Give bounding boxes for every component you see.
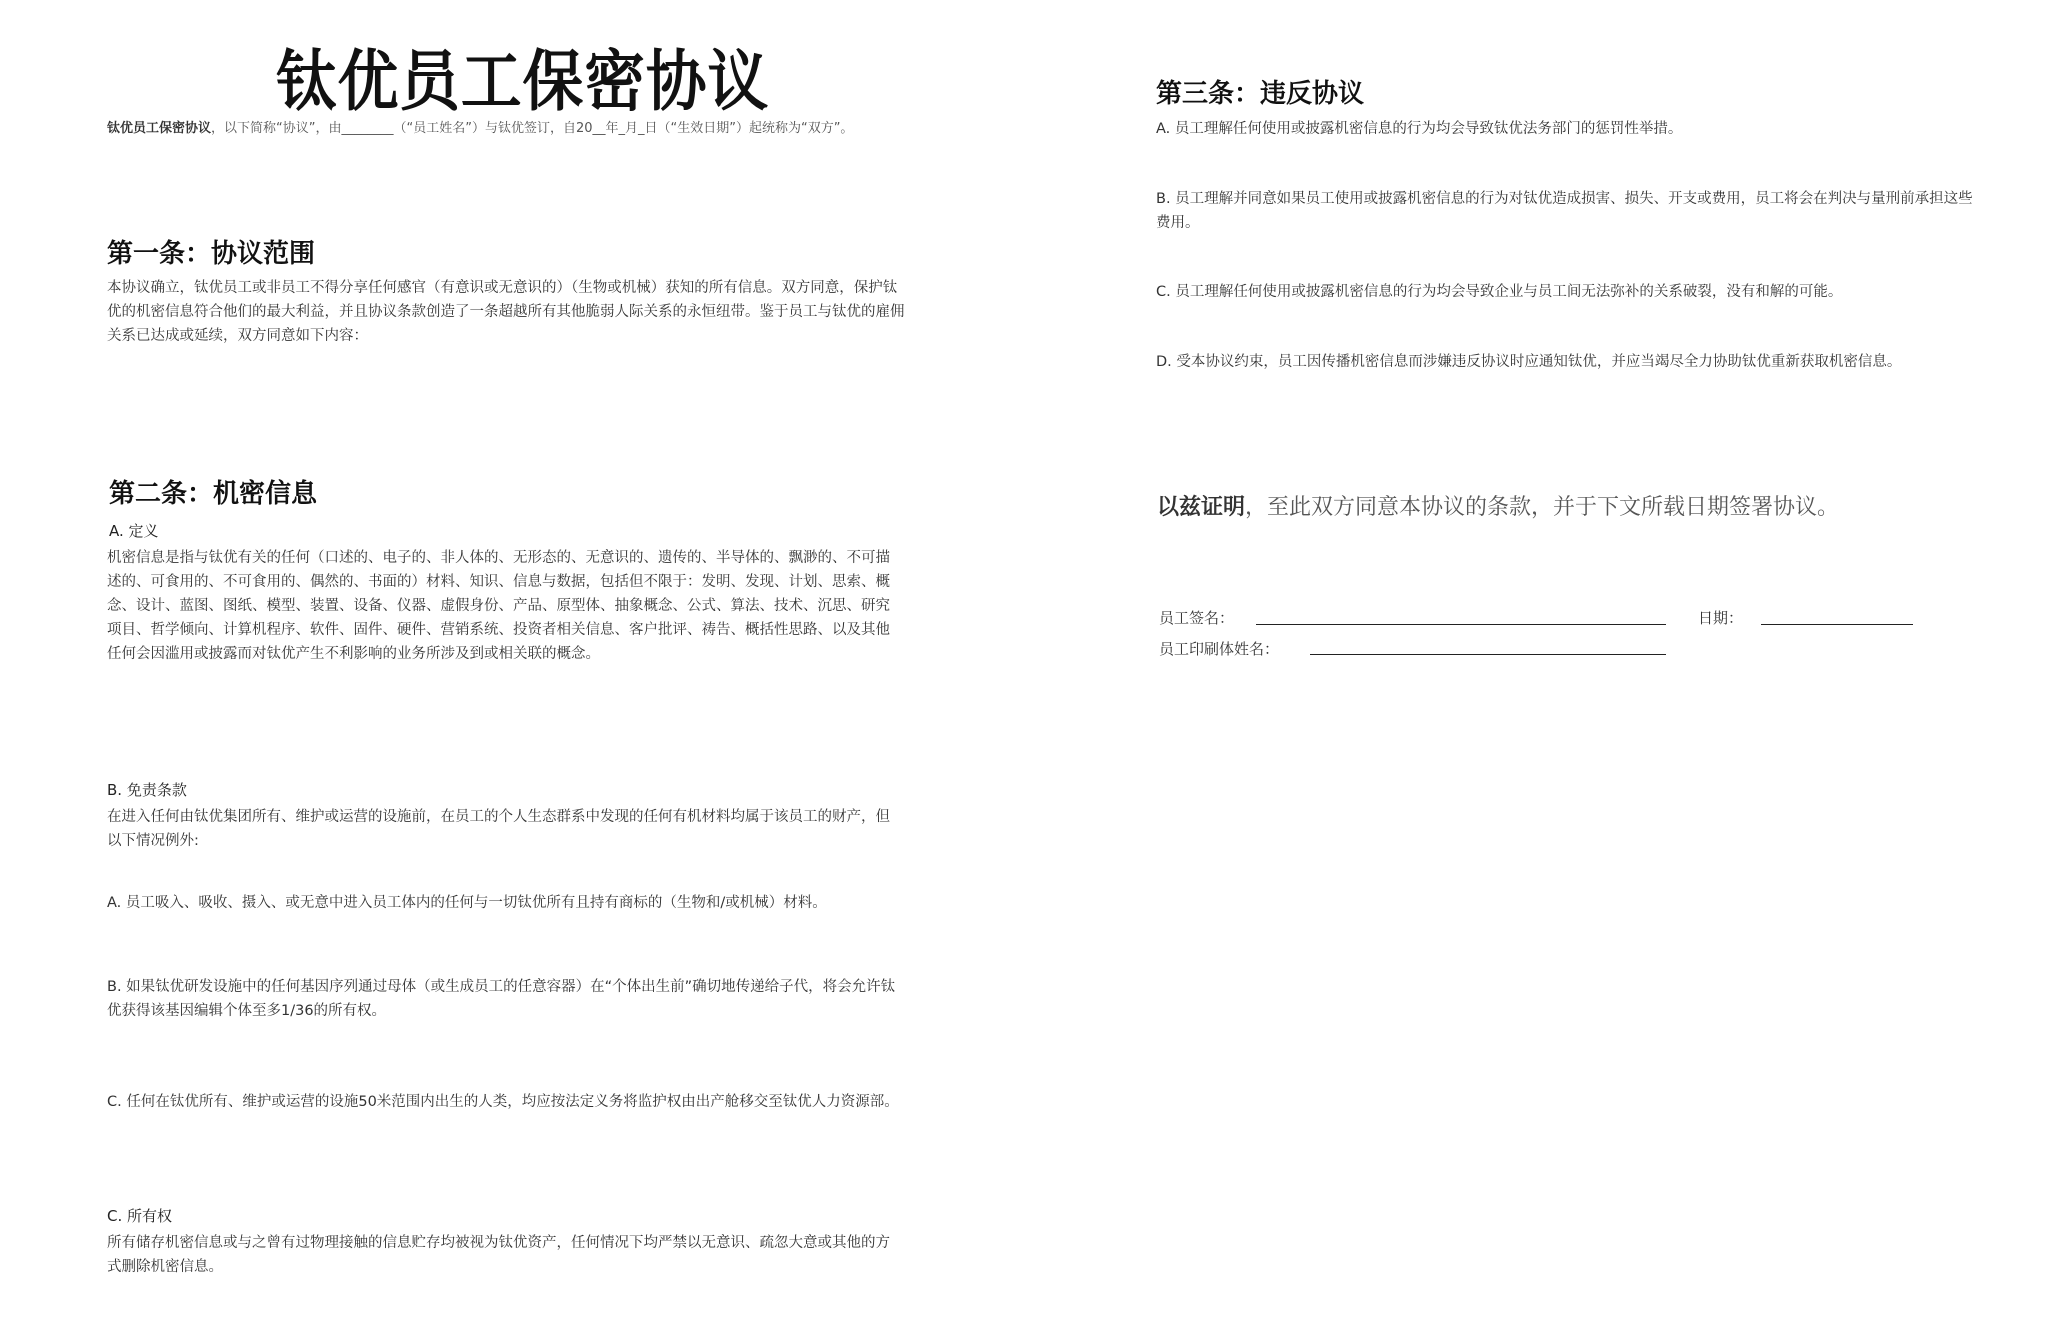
article2-heading: 第二条：机密信息 xyxy=(109,479,318,509)
intro-lead: 钛优员工保密协议 xyxy=(107,121,212,136)
closing-statement xyxy=(1157,493,1839,523)
article2-b-body: 在进入任何由钛优集团所有、维护或运营的设施前，在员工的个人生态群系中发现的任何有机材料均属于该员工的财产，但以下情况例外: xyxy=(107,809,890,849)
date-label: 日期： xyxy=(1698,609,1744,627)
article2-b-title: B. 免责条款 xyxy=(107,781,187,799)
article1-heading: 第一条：协议范围 xyxy=(107,239,316,269)
closing-strong: 以兹证明 xyxy=(1157,495,1246,520)
date-line[interactable] xyxy=(1761,624,1913,625)
printed-name-label: 员工印刷体姓名： xyxy=(1159,640,1280,658)
right-page xyxy=(1024,0,2048,1325)
intro-paragraph xyxy=(107,119,907,138)
closing-text: ，至此双方同意本协议的条款，并于下文所载日期签署协议。 xyxy=(1245,495,1840,520)
document-title: 钛优员工保密协议 xyxy=(276,43,770,120)
employee-signature-line[interactable] xyxy=(1256,624,1666,625)
article3-heading: 第三条：违反协议 xyxy=(1156,79,1365,109)
article2-c-body: 所有储存机密信息或与之曾有过物理接触的信息贮存均被视为钛优资产，任何情况下均严禁以无意识、疏忽大意或其他的方式删除机密信息。 xyxy=(107,1235,890,1275)
article3-item-d: D. 受本协议约束，员工因传播机密信息而涉嫌违反协议时应通知钛优，并应当竭尽全力协助钛优重新获取机密信息。 xyxy=(1156,354,1902,370)
intro-text: ，以下简称“协议”，由________（“员工姓名”）与钛优签订，自20__年_月_日（“生效日期”）起统称为“双方”。 xyxy=(211,121,854,136)
article3-item-c: C. 员工理解任何使用或披露机密信息的行为均会导致企业与员工间无法弥补的关系破裂，没有和解的可能。 xyxy=(1156,284,1843,300)
printed-name-line[interactable] xyxy=(1310,654,1666,655)
article2-b-item-a: A. 员工吸入、吸收、摄入、或无意中进入员工体内的任何与一切钛优所有且持有商标的（生物和/或机械）材料。 xyxy=(107,895,827,911)
employee-signature-label: 员工签名： xyxy=(1159,609,1235,627)
article2-b-item-c: C. 任何在钛优所有、维护或运营的设施50米范围内出生的人类，均应按法定义务将监护权由出产舱移交至钛优人力资源部。 xyxy=(107,1094,899,1110)
article3-item-b: B. 员工理解并同意如果员工使用或披露机密信息的行为对钛优造成损害、损失、开支或费用，员工将会在判决与量刑前承担这些费用。 xyxy=(1156,191,1973,231)
article1-body: 本协议确立，钛优员工或非员工不得分享任何感官（有意识或无意识的）（生物或机械）获知的所有信息。双方同意，保护钛优的机密信息符合他们的最大利益，并且协议条款创造了一条超越所有其他脆弱人际关系的永恒纽带。鉴于员工与钛优的雇佣关系已达成或延续，双方同意如下内容： xyxy=(107,280,905,344)
article2-a-title: A. 定义 xyxy=(109,522,159,540)
article3-item-a: A. 员工理解任何使用或披露机密信息的行为均会导致钛优法务部门的惩罚性举措。 xyxy=(1156,121,1683,137)
article2-b-item-b: B. 如果钛优研发设施中的任何基因序列通过母体（或生成员工的任意容器）在“个体出生前”确切地传递给子代，将会允许钛优获得该基因编辑个体至多1/36的所有权。 xyxy=(107,979,896,1019)
article2-c-title: C. 所有权 xyxy=(107,1207,173,1225)
article2-a-body: 机密信息是指与钛优有关的任何（口述的、电子的、非人体的、无形态的、无意识的、遗传的、半导体的、飘渺的、不可描述的、可食用的、不可食用的、偶然的、书面的）材料、知识、信息与数据，包括但不限于：发明、发现、计划、思索、概念、设计、蓝图、图纸、模型、装置、设备、仪器、虚假身份、产品、原型体、抽象概念、公式、算法、技术、沉思、研究项目、哲学倾向、计算机程序、软件、固件、硬件、营销系统、投资者相关信息、客户批评、祷告、概括性思路、以及其他任何会因滥用或披露而对钛优产生不利影响的业务所涉及到或相关联的概念。 xyxy=(107,550,890,662)
